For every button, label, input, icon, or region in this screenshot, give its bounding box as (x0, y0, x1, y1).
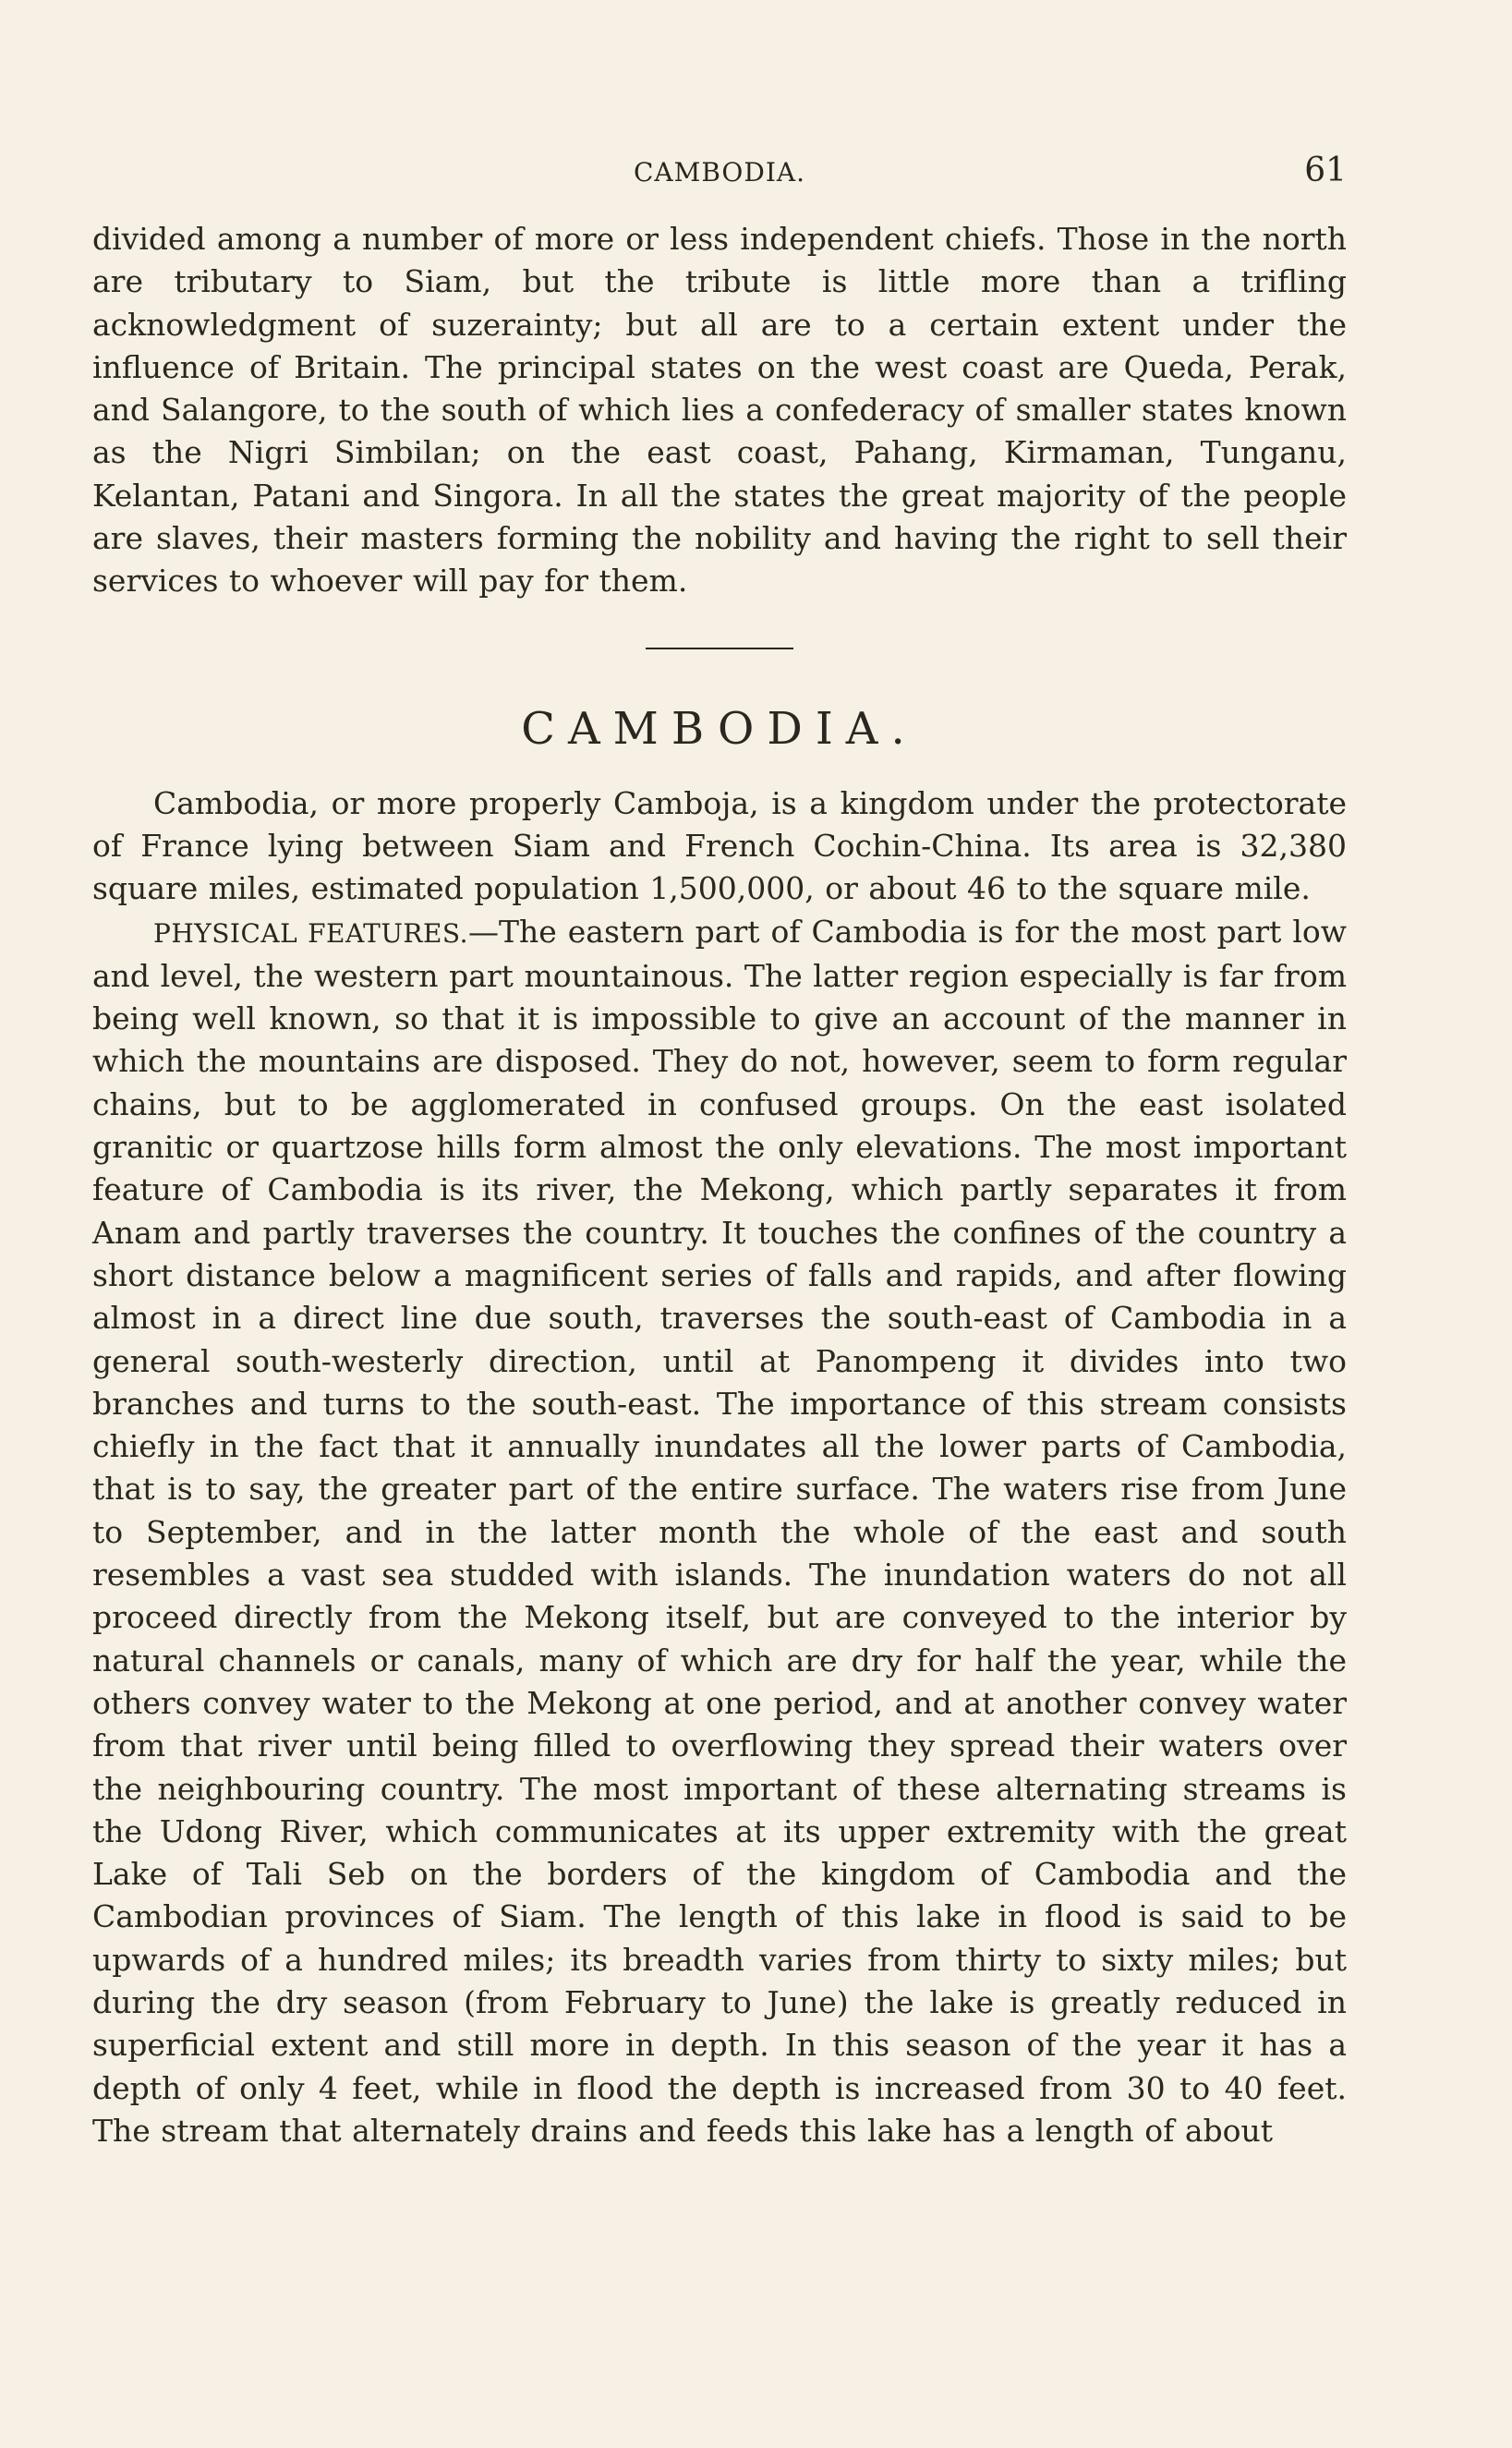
physical-features-heading: PHYSICAL FEATURES. (153, 917, 469, 949)
page-number: 61 (1304, 151, 1347, 189)
section-paragraph-2 (92, 911, 1347, 2153)
section-divider (646, 648, 793, 649)
intro-paragraph: divided among a number of more or less independent chiefs. Those in the north are tributary to Siam, but the tribute is little more than a trifling acknowledgment of suzerainty; but all are to a certain extent under the influence of Britain. The principal states on the west coast are Queda, Perak, and Salangore, to the south of which lies a confederacy of smaller states known as the Nigri Simbilan; on the east coast, Pahang, Kirmaman, Tunganu, Kelantan, Patani and Singora. In all the states the great majority of the people are slaves, their masters forming the nobility and having the right to sell their services to whoever will pay for them. (92, 221, 1347, 600)
physical-features-body: —The eastern part of Cambodia is for the most part low and level, the western part mountainous. The latter region especially is far from being well known, so that it is impossible to give an account of the manner in which the mountains are disposed. They do not, however, seem to form regular chains, but to be agglomerated in confused groups. On the east isolated granitic or quartzose hills form almost the only elevations. The most important feature of Cambodia is its river, the Mekong, which partly separates it from Anam and partly traverses the country. It touches the confines of the country a short distance below a magnificent series of falls and rapids, and after flowing almost in a direct line due south, traverses the south-east of Cambodia in a general south-westerly direction, until at Panompeng it divides into two branches and turns to the south-east. The importance of this stream consists chiefly in the fact that it annually inundates all the lower parts of Cambodia, that is to say, the greater part of the entire surface. The waters rise from June to September, and in the latter month the whole of the east and south resembles a vast sea studded with islands. The inundation waters do not all proceed directly from the Mekong itself, but are conveyed to the interior by natural channels or canals, many of which are dry for half the year, while the others convey water to the Mekong at one period, and at another convey water from that river until being filled to overflowing they spread their waters over the neighbouring country. The most important of these alternating streams is the Udong River, which communicates at its upper extremity with the great Lake of Tali Seb on the borders of the kingdom of Cambodia and the Cambodian provinces of Siam. The length of this lake in flood is said to be upwards of a hundred miles; its breadth varies from thirty to sixty miles; but during the dry season (from February to June) the lake is greatly reduced in superficial extent and still more in depth. In this season of the year it has a depth of only 4 feet, while in flood the depth is increased from 30 to 40 feet. The stream that alternately drains and feeds this lake has a length of about (92, 913, 1348, 2149)
running-title: CAMBODIA. (634, 157, 805, 188)
section-paragraph-1: Cambodia, or more properly Camboja, is a kingdom under the protectorate of France lying between Siam and French Cochin-China. Its area is 32,380 square miles, estimated population 1,500,000, or about 46 to the square mile. (92, 784, 1347, 907)
section-title: CAMBODIA. (521, 702, 918, 755)
running-head (92, 148, 1347, 200)
book-page (92, 148, 1347, 2152)
